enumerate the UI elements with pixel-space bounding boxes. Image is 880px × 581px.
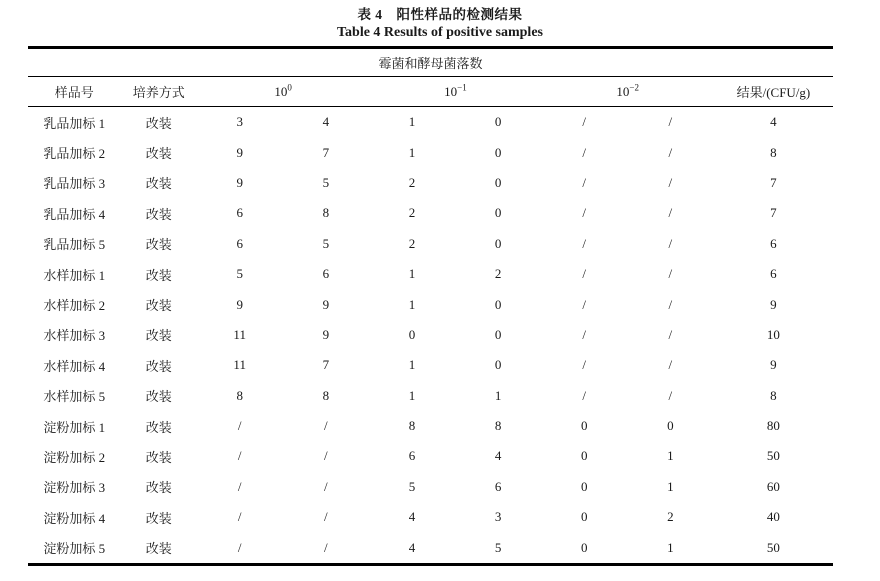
count-cell: /	[668, 296, 673, 312]
col-header-dilution-0	[197, 77, 369, 107]
count-cell: 改装	[145, 389, 172, 405]
result-cell: 9	[770, 296, 777, 312]
count-cell: 1	[667, 448, 674, 464]
table-row	[28, 137, 833, 167]
count-cell: 2	[408, 235, 416, 251]
result-cell: 6	[770, 266, 777, 282]
sample-name-cell: 水样加标 2	[43, 298, 106, 314]
col-header-dilution-2	[542, 77, 714, 107]
table-row	[28, 259, 833, 289]
col-header-result-cfu: 结果/(CFU/g)	[714, 77, 833, 107]
count-cell: /	[582, 296, 587, 312]
count-cell: 6	[322, 266, 330, 282]
count-cell: 改装	[145, 541, 172, 557]
count-cell: 7	[322, 144, 330, 160]
count-cell: 9	[236, 174, 243, 190]
count-cell: 0	[494, 144, 502, 160]
count-cell: /	[668, 266, 673, 282]
table-row	[28, 532, 833, 564]
count-cell: 2	[408, 174, 416, 190]
count-cell: 9	[236, 144, 243, 160]
count-cell: 11	[233, 326, 246, 342]
count-cell: 0	[667, 418, 674, 434]
result-cell: 7	[770, 174, 777, 190]
count-cell: 0	[494, 357, 502, 373]
count-cell: 1	[408, 114, 416, 130]
count-cell: /	[668, 326, 673, 342]
sample-name-cell: 水样加标 3	[43, 328, 106, 344]
table-row	[28, 502, 833, 532]
sample-name-cell: 乳品加标 5	[43, 237, 106, 253]
count-cell: 5	[322, 235, 330, 251]
count-cell: 改装	[145, 480, 172, 496]
count-cell: 2	[408, 205, 416, 221]
count-cell: 4	[494, 448, 502, 464]
col-header-dilution-1	[369, 77, 541, 107]
count-cell: 0	[494, 205, 502, 221]
count-cell: 0	[580, 448, 588, 464]
count-cell: /	[237, 539, 242, 555]
count-cell: 0	[580, 509, 588, 525]
count-cell: 1	[667, 539, 674, 555]
count-cell: 3	[494, 509, 502, 525]
count-cell: 8	[494, 418, 502, 434]
table-row	[28, 289, 833, 319]
col-header-culture-method: 培养方式	[121, 77, 197, 107]
count-cell: 1	[408, 296, 416, 312]
count-cell: /	[668, 114, 673, 130]
count-cell: 2	[667, 509, 674, 525]
table-row	[28, 320, 833, 350]
count-cell: 1	[408, 266, 416, 282]
count-cell: 改装	[145, 328, 172, 344]
count-cell: 0	[580, 478, 588, 494]
count-cell: 改装	[145, 237, 172, 253]
count-cell: /	[668, 357, 673, 373]
table-row	[28, 229, 833, 259]
table-row	[28, 411, 833, 441]
count-cell: 1	[408, 144, 416, 160]
count-cell: 4	[408, 509, 416, 525]
count-cell: 改装	[145, 267, 172, 283]
count-cell: 改装	[145, 510, 172, 526]
sample-name-cell: 水样加标 1	[43, 267, 106, 283]
results-table	[28, 46, 833, 566]
count-cell: /	[324, 478, 328, 494]
count-cell: 1	[494, 387, 502, 403]
table-row	[28, 472, 833, 502]
count-cell: 0	[494, 174, 502, 190]
count-cell: /	[582, 326, 587, 342]
result-cell: 10	[766, 326, 780, 342]
count-cell: /	[582, 144, 587, 160]
table-caption-en: Table 4 Results of positive samples	[336, 25, 543, 40]
sample-name-cell: 淀粉加标 3	[43, 480, 106, 496]
dilution-base: 10	[616, 83, 630, 99]
sample-name-cell: 水样加标 5	[43, 389, 106, 405]
result-cell: 80	[766, 418, 780, 434]
count-cell: /	[324, 418, 328, 434]
count-cell: /	[237, 509, 242, 525]
count-cell: 5	[408, 478, 416, 494]
count-cell: /	[582, 387, 587, 403]
table-row	[28, 441, 833, 471]
column-header-row	[28, 77, 833, 107]
sample-name-cell: 淀粉加标 2	[43, 449, 106, 465]
count-cell: 6	[408, 448, 416, 464]
count-cell: /	[668, 144, 673, 160]
result-cell: 8	[770, 387, 777, 403]
count-cell: 0	[494, 114, 502, 130]
spanner-header-mold-yeast-count: 霉菌和酵母菌落数	[28, 48, 833, 77]
dilution-exponent: 0	[287, 82, 292, 93]
count-cell: 改装	[145, 115, 172, 131]
count-cell: /	[668, 235, 673, 251]
table-caption	[0, 6, 880, 41]
count-cell: /	[582, 235, 587, 251]
sample-name-cell: 淀粉加标 4	[43, 510, 106, 526]
result-cell: 8	[770, 144, 777, 160]
result-cell: 40	[766, 509, 780, 525]
count-cell: 0	[408, 326, 416, 342]
count-cell: 9	[322, 326, 330, 342]
dilution-base: 10	[274, 83, 288, 99]
count-cell: 0	[494, 296, 502, 312]
count-cell: /	[668, 174, 673, 190]
count-cell: 改装	[145, 358, 172, 374]
count-cell: 9	[236, 296, 243, 312]
count-cell: 改装	[145, 419, 172, 435]
sample-name-cell: 乳品加标 3	[43, 176, 106, 192]
count-cell: /	[668, 205, 673, 221]
count-cell: /	[582, 357, 587, 373]
count-cell: /	[582, 174, 587, 190]
result-cell: 50	[766, 448, 780, 464]
count-cell: 1	[408, 387, 416, 403]
count-cell: 7	[322, 357, 330, 373]
result-cell: 60	[766, 478, 780, 494]
sample-name-cell: 乳品加标 2	[43, 146, 106, 162]
count-cell: 6	[236, 205, 243, 221]
table-caption-zh: 表 4 阳性样品的检测结果	[357, 7, 523, 22]
count-cell: /	[324, 539, 328, 555]
count-cell: 4	[322, 114, 330, 130]
count-cell: 8	[322, 205, 330, 221]
count-cell: 4	[408, 539, 416, 555]
count-cell: 8	[322, 387, 330, 403]
count-cell: /	[582, 266, 587, 282]
count-cell: /	[324, 509, 328, 525]
count-cell: 1	[408, 357, 416, 373]
dilution-base: 10	[444, 83, 458, 99]
dilution-exponent: −1	[457, 82, 467, 93]
count-cell: 改装	[145, 206, 172, 222]
count-cell: 0	[494, 326, 502, 342]
count-cell: /	[237, 418, 242, 434]
count-cell: 1	[667, 478, 674, 494]
count-cell: /	[582, 114, 587, 130]
count-cell: 5	[322, 174, 330, 190]
result-cell: 4	[770, 114, 777, 130]
count-cell: /	[324, 448, 328, 464]
sample-name-cell: 淀粉加标 1	[43, 419, 106, 435]
count-cell: 0	[494, 235, 502, 251]
count-cell: 0	[580, 539, 588, 555]
count-cell: 6	[494, 478, 502, 494]
result-cell: 6	[770, 235, 777, 251]
sample-name-cell: 水样加标 4	[43, 358, 106, 374]
table-row	[28, 350, 833, 380]
count-cell: 改装	[145, 176, 172, 192]
count-cell: 5	[236, 266, 243, 282]
count-cell: /	[582, 205, 587, 221]
count-cell: /	[237, 478, 242, 494]
table-row	[28, 381, 833, 411]
count-cell: 8	[408, 418, 416, 434]
count-cell: /	[668, 387, 673, 403]
count-cell: 改装	[145, 449, 172, 465]
count-cell: 11	[233, 357, 246, 373]
table-row	[28, 198, 833, 228]
sample-name-cell: 淀粉加标 5	[43, 541, 106, 557]
result-cell: 7	[770, 205, 777, 221]
result-cell: 9	[770, 357, 777, 373]
table-row	[28, 107, 833, 138]
dilution-exponent: −2	[629, 82, 639, 93]
count-cell: 3	[236, 114, 243, 130]
sample-name-cell: 乳品加标 1	[43, 115, 106, 131]
count-cell: 6	[236, 235, 243, 251]
col-header-sample-no: 样品号	[28, 77, 121, 107]
table-body	[28, 107, 833, 565]
count-cell: 5	[494, 539, 502, 555]
count-cell: /	[237, 448, 242, 464]
count-cell: 9	[322, 296, 330, 312]
sample-name-cell: 乳品加标 4	[43, 206, 106, 222]
count-cell: 0	[580, 418, 588, 434]
count-cell: 2	[494, 266, 502, 282]
result-cell: 50	[766, 539, 780, 555]
count-cell: 改装	[145, 298, 172, 314]
count-cell: 改装	[145, 146, 172, 162]
table-row	[28, 168, 833, 198]
spanner-row	[28, 48, 833, 77]
count-cell: 8	[236, 387, 243, 403]
